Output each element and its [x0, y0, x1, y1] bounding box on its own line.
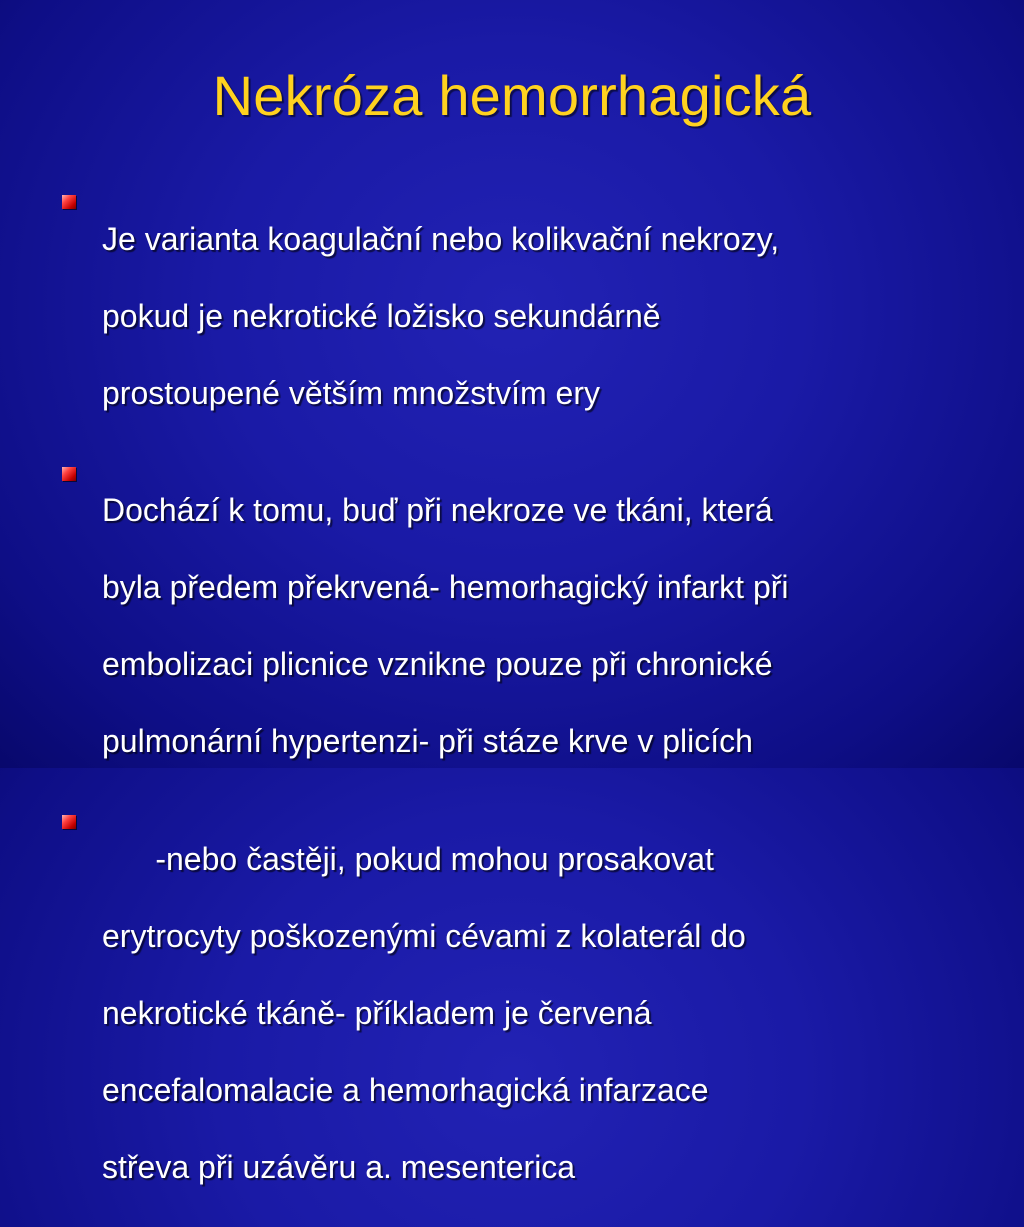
bullet-line: embolizaci plicnice vznikne pouze při chronické — [102, 646, 773, 682]
bullet-line: pulmonární hypertenzi- při stáze krve v plicích — [102, 723, 753, 759]
bullet-line: erytrocyty poškozenými cévami z kolaterál do — [102, 917, 746, 954]
bullet-text — [102, 181, 988, 451]
bullet-line: encefalomalacie a hemorhagická infarzace — [102, 1071, 709, 1108]
bullet-text — [102, 801, 988, 1225]
bullet-line: -nebo častěji, pokud mohou prosakovat — [102, 840, 714, 877]
bullet-line: Dochází k tomu, buď při nekroze ve tkáni, která — [102, 492, 773, 528]
red-square-bullet-icon — [62, 467, 76, 481]
bullet-item-1 — [58, 181, 988, 451]
bullet-list — [58, 181, 988, 1227]
bullet-line: střeva při uzávěru a. mesenterica — [102, 1148, 576, 1185]
slide-title: Nekróza hemorrhagická — [212, 64, 812, 127]
bullet-item-2 — [58, 453, 988, 800]
bullet-line: nekrotické tkáně- příkladem je červená — [102, 994, 652, 1031]
bullet-line: Je varianta koagulační nebo kolikvační nekrozy, — [102, 220, 780, 257]
red-square-bullet-icon — [62, 815, 76, 829]
bullet-line: byla předem překrvená- hemorhagický infarkt při — [102, 569, 789, 605]
bullet-line: prostoupené větším množstvím ery — [102, 374, 600, 411]
bullet-item-3 — [58, 801, 988, 1225]
bullet-line: pokud je nekrotické ložisko sekundárně — [102, 297, 661, 334]
bullet-text — [102, 453, 988, 800]
red-square-bullet-icon — [62, 195, 76, 209]
